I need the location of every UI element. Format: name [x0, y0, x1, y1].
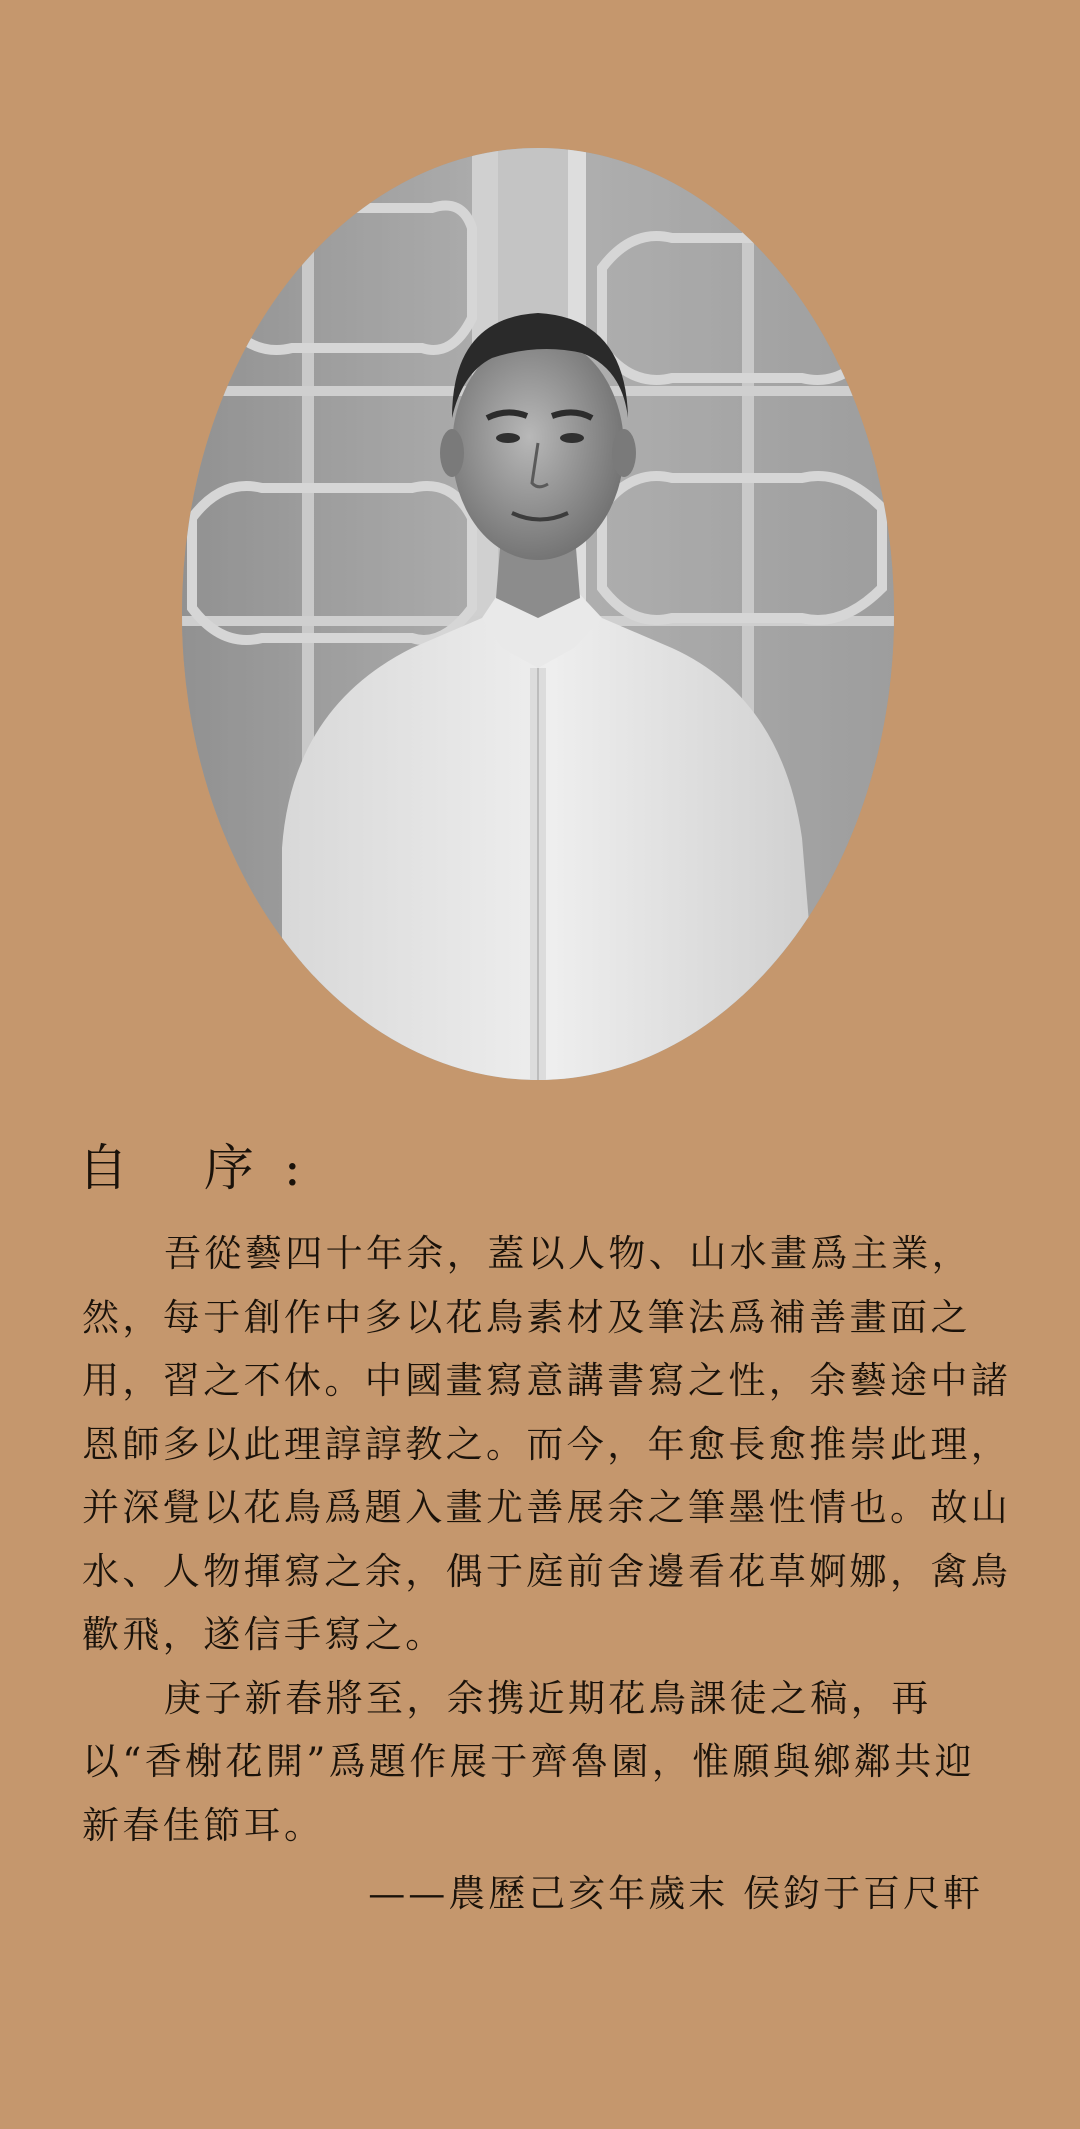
preface-paragraph-2: 庚子新春將至，余携近期花鳥課徒之稿，再以“香榭花開”爲題作展于齊魯園，惟願與鄉鄰共迎新春佳節耳。 [82, 1676, 976, 1847]
preface-heading: 自 序: [78, 1139, 331, 1197]
preface-paragraph-1: 吾從藝四十年余，蓋以人物、山水畫爲主業，然，每于創作中多以花鳥素材及筆法爲補善畫面之用，習之不休。中國畫寫意講書寫之性，余藝途中諸恩師多以此理諄諄教之。而今，年愈長愈推崇此理，并深覺以花鳥爲題入畫尤善展余之筆墨性情也。故山水、人物揮寫之余，偶于庭前舍邊看花草婀娜，禽鳥歡飛，遂信手寫之。 [82, 1232, 1012, 1656]
author-photo-illustration [182, 148, 894, 1080]
preface-body [82, 1222, 1012, 1857]
preface-signature: ——農歷己亥年歲末 侯鈞于百尺軒 [368, 1872, 983, 1915]
author-portrait [182, 148, 894, 1080]
